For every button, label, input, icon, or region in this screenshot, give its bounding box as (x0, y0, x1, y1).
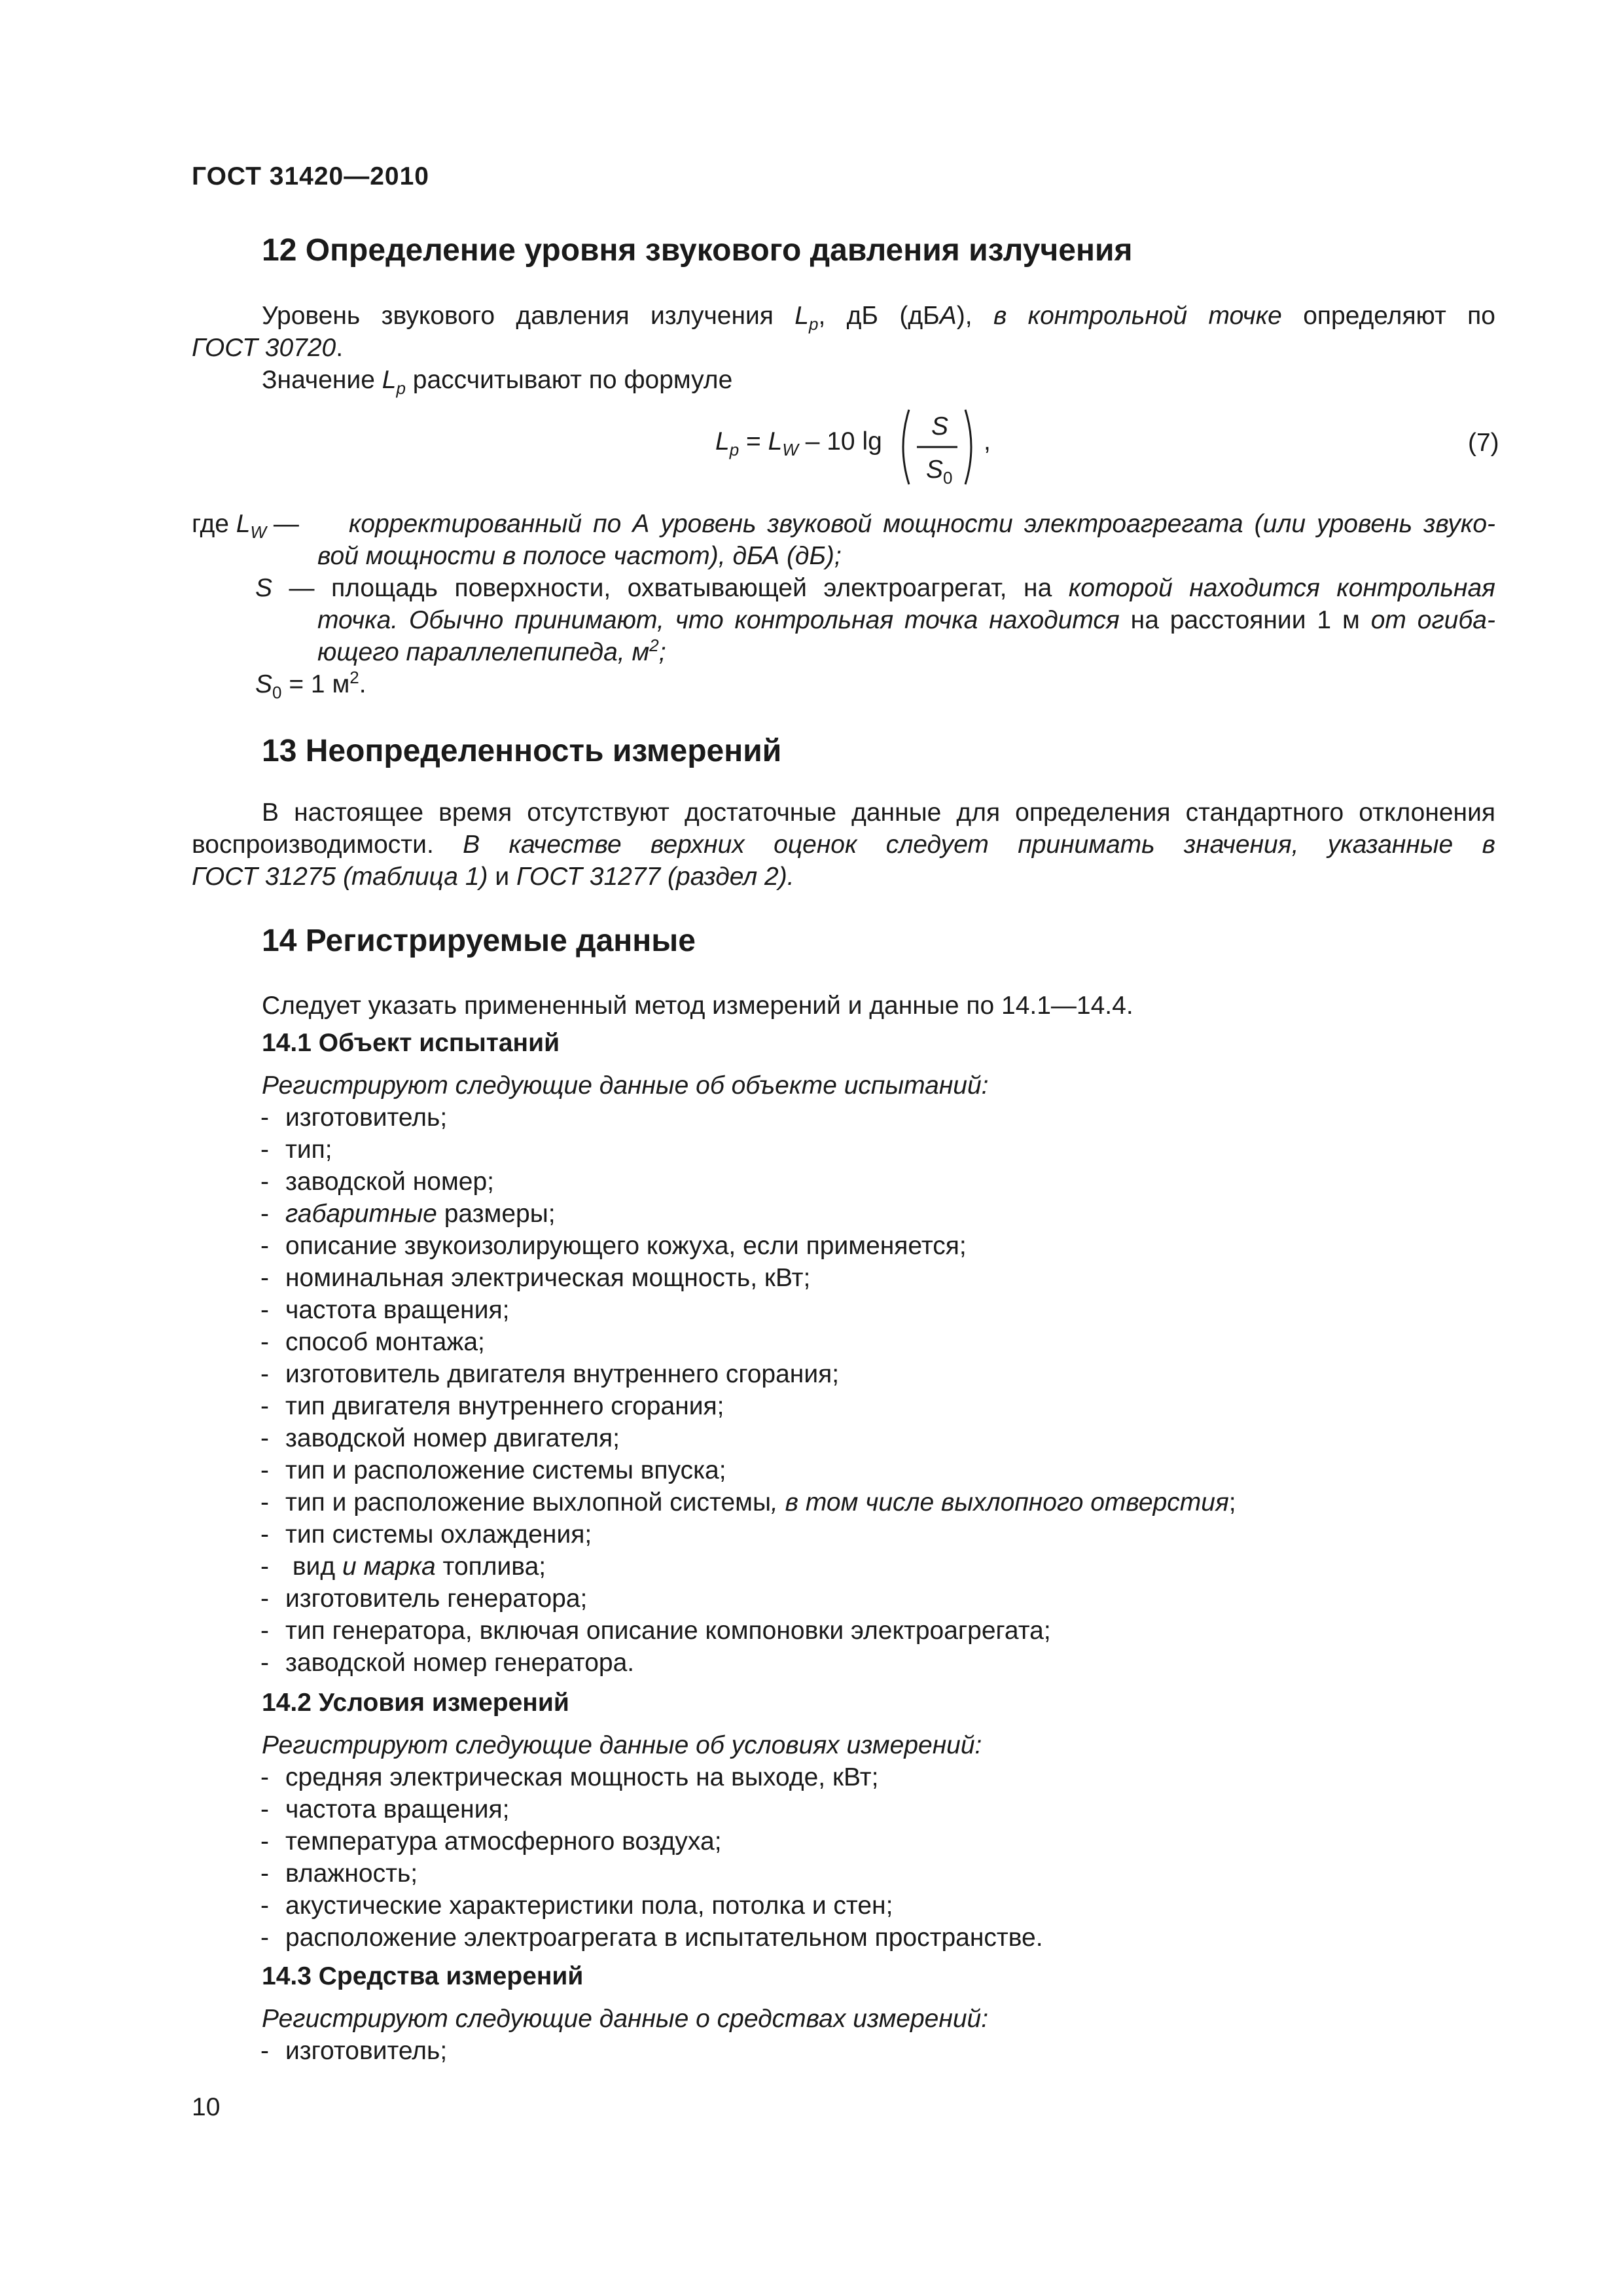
where-s-line-3: ющего параллелепипеда, $м^2$; (317, 636, 666, 666)
where-lw-label: где $L_W$ — (192, 510, 299, 542)
list-item: - акустические характеристики пола, потолка и стен; (260, 1892, 893, 1920)
list-item: - частота вращения; (260, 1296, 510, 1324)
subsection-14-1-lead: Регистрируют следующие данные об объекте испытаний: (262, 1071, 989, 1100)
formula-number: (7) (1468, 429, 1499, 457)
standard-header: ГОСТ 31420—2010 (192, 162, 429, 190)
fraction-denominator: $S_0$ (926, 456, 953, 488)
list-item: - изготовитель генератора; (260, 1585, 588, 1613)
section-12-paragraph-2: Значение $L_p$ рассчитывают по формуле (262, 366, 733, 398)
section-12-paragraph-1-line-2: ГОСТ 30720. (192, 334, 344, 362)
fraction-numerator: S (931, 412, 949, 440)
subsection-14-1-list (260, 1102, 1236, 1679)
list-item: - заводской номер двигателя; (260, 1424, 620, 1452)
list-item: - изготовитель; (260, 1103, 448, 1132)
list-item: - способ монтажа; (260, 1328, 485, 1356)
list-item: - заводской номер генератора. (260, 1649, 635, 1677)
list-item: - изготовитель; (260, 2037, 448, 2065)
where-lw-line-1: корректированный по А уровень звуковой мощности электроагрегата (или уровень звуко- (349, 510, 1495, 538)
subsection-14-3-lead: Регистрируют следующие данные о средствах измерений: (262, 2005, 989, 2033)
where-s-line-1: S — площадь поверхности, охватывающей электроагрегат, на которой находится контрольная (255, 574, 1495, 602)
list-item: - описание звукоизолирующего кожуха, если применяется; (260, 1232, 967, 1260)
list-item: - номинальная электрическая мощность, кВт; (260, 1264, 811, 1292)
where-s-line-2: точка. Обычно принимают, что контрольная точка находится на расстоянии 1 м от огиба- (317, 606, 1495, 634)
list-item: - расположение электроагрегата в испытательном пространстве. (260, 1924, 1043, 1952)
section-12-paragraph-1: Уровень звукового давления излучения $L_p$, дБ (дБА), в контрольной точке определяют по (262, 302, 1495, 334)
section-12-title: 12 Определение уровня звукового давления излучения (262, 233, 1133, 268)
where-s0: $S_0 = 1$ $м^2$. (255, 668, 366, 702)
subsection-14-3-title: 14.3 Средства измерений (262, 1962, 584, 1990)
section-13-title: 13 Неопределенность измерений (262, 734, 782, 768)
section-13-line-1: В настоящее время отсутствуют достаточные данные для определения стандартного отклонения (262, 798, 1495, 827)
list-item: - влажность; (260, 1859, 418, 1888)
subsection-14-2-lead: Регистрируют следующие данные об условиях измерений: (262, 1731, 982, 1759)
section-14-title: 14 Регистрируемые данные (262, 924, 696, 958)
list-item: - тип и расположение системы впуска; (260, 1456, 726, 1484)
subsection-14-2-list (260, 1761, 1043, 1954)
list-item: - частота вращения; (260, 1795, 510, 1823)
section-13-line-3: ГОСТ 31275 (таблица 1) и ГОСТ 31277 (раздел 2). (192, 863, 794, 891)
list-item: - тип; (260, 1136, 332, 1164)
where-lw-line-2: вой мощности в полосе частот), дБА (дБ); (317, 542, 842, 570)
list-item: - средняя электрическая мощность на выходе, кВт; (260, 1763, 879, 1791)
list-item: - тип генератора, включая описание компоновки электроагрегата; (260, 1617, 1051, 1645)
formula-lp: L (715, 427, 730, 456)
formula-7: $L_p = L_W - 10$ lg S $S_0$ , (715, 404, 997, 490)
subsection-14-2-title: 14.2 Условия измерений (262, 1689, 569, 1717)
list-item: - вид и марка топлива; (260, 1552, 546, 1581)
list-item: - температура атмосферного воздуха; (260, 1827, 722, 1856)
formula-lw: L (768, 427, 783, 456)
subsection-14-1-title: 14.1 Объект испытаний (262, 1029, 560, 1057)
list-item: - изготовитель двигателя внутреннего сгорания; (260, 1360, 840, 1388)
subsection-14-3-list (260, 2035, 447, 2067)
list-item: - тип системы охлаждения; (260, 1520, 592, 1549)
list-item: - тип и расположение выхлопной системы, в том числе выхлопного отверстия; (260, 1488, 1236, 1516)
section-13-line-2: воспроизводимости. В качестве верхних оценок следует принимать значения, указанные в (192, 831, 1495, 859)
formula-tail: , (984, 427, 991, 456)
page-number: 10 (192, 2093, 221, 2121)
list-item: - заводской номер; (260, 1168, 495, 1196)
list-item: - тип двигателя внутреннего сгорания; (260, 1392, 724, 1420)
list-item: - габаритные размеры; (260, 1200, 556, 1228)
section-14-intro: Следует указать примененный метод измерений и данные по 14.1—14.4. (262, 992, 1133, 1020)
